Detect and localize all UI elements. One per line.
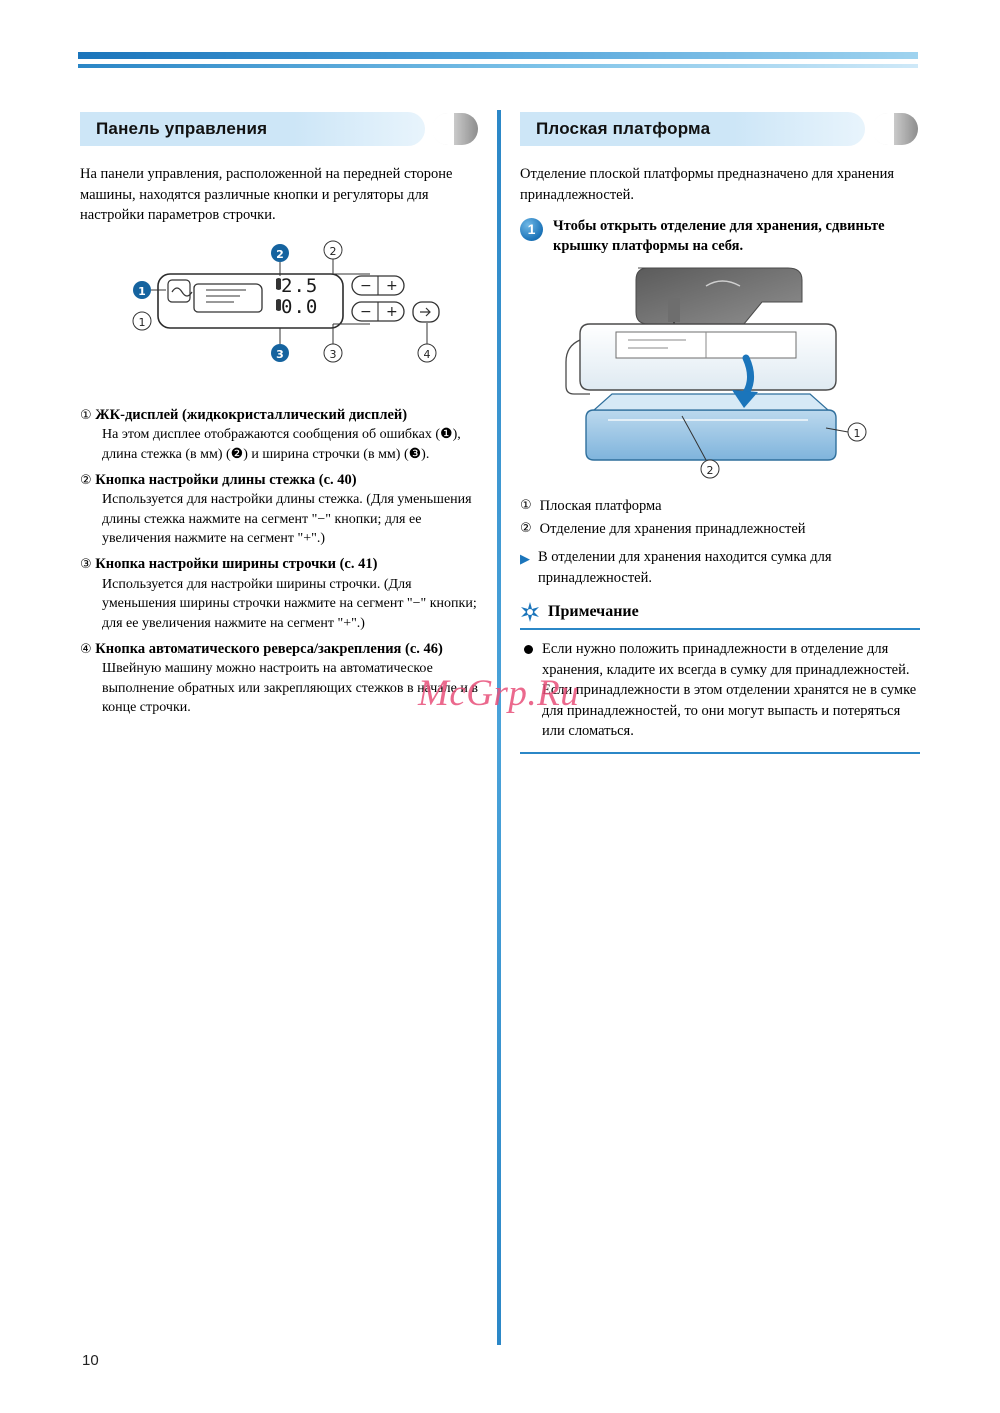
definition-number-2: ② [80, 472, 92, 488]
definition-title-3 [80, 555, 480, 575]
control-panel-svg [80, 240, 480, 390]
page-number: 10 [82, 1352, 99, 1369]
note-text: Если нужно положить принадлежности в отделение для хранения, кладите их всегда в сумку для принадлежностей. Если принадлежности в этом отделении хранятся не в сумке для принадлежностей, то они могут выпасть и потеряться или сломаться. [542, 641, 917, 740]
left-column [80, 112, 480, 724]
arrow-note [520, 547, 920, 588]
step-text: Чтобы открыть отделение для хранения, сдвиньте крышку платформы на себя. [553, 218, 885, 254]
definition-body-3: Используется для настройки ширины строчки. (Для уменьшения ширины строчки нажмите на сегмент "−" кнопки; для ее увеличения нажмите на сегмент "+".) [102, 576, 477, 631]
svg-text:2: 2 [276, 247, 284, 261]
definition-title-1 [80, 406, 480, 426]
definition-body-4: Швейную машину можно настроить на автоматическое выполнение обратных или закрепляющих стежков в начале и в конце строчки. [102, 661, 478, 716]
header-rule-secondary [78, 64, 918, 68]
legend-item-2 [520, 520, 920, 540]
note-rule-bottom [520, 752, 920, 754]
step-number-badge: 1 [520, 218, 543, 241]
right-section-header [520, 112, 920, 148]
right-column [520, 112, 920, 754]
flat-bed-legend [520, 497, 920, 539]
definition-title-2 [80, 471, 480, 491]
svg-text:0.0: 0.0 [281, 295, 319, 318]
left-section-title: Панель управления [96, 119, 268, 138]
definition-title-text-1: ЖК-дисплей (жидкокристаллический дисплей) [95, 406, 408, 423]
definition-number-4: ④ [80, 641, 92, 657]
control-panel-definition-list [80, 406, 480, 718]
note-star-icon [520, 602, 540, 622]
note-title: Примечание [548, 603, 639, 620]
arrow-note-text: В отделении для хранения находится сумка для принадлежностей. [538, 549, 832, 586]
legend-text-1: Плоская платформа [539, 498, 662, 515]
definition-body-1: На этом дисплее отображаются сообщения об ошибках (❶), длина стежка (в мм) (❷) и ширина строчки (в мм) (❸). [102, 427, 461, 462]
legend-text-2: Отделение для хранения принадлежностей [539, 520, 806, 537]
flat-bed-figure [520, 262, 920, 487]
svg-text:3: 3 [329, 347, 337, 361]
right-intro-paragraph: Отделение плоской платформы предназначено для хранения принадлежностей. [520, 166, 895, 203]
note-bullet-icon [524, 645, 533, 654]
svg-text:2.5: 2.5 [281, 274, 319, 297]
left-section-header [80, 112, 480, 148]
definition-number-3: ③ [80, 557, 92, 573]
svg-text:−: − [360, 277, 372, 294]
control-panel-figure [80, 240, 480, 390]
legend-number-2: ② [520, 520, 532, 536]
column-divider [497, 110, 501, 1345]
definition-title-text-2: Кнопка настройки длины стежка (c. 40) [95, 471, 357, 488]
svg-text:2: 2 [706, 464, 714, 478]
svg-text:−: − [360, 303, 372, 320]
note-block [520, 602, 920, 754]
definition-title-4 [80, 640, 480, 660]
header-rule-primary [78, 52, 918, 59]
left-intro-paragraph: На панели управления, расположенной на передней стороне машины, находятся различные кнопки и регуляторы для настройки параметров строчки. [80, 166, 453, 224]
definition-item-2 [80, 471, 480, 549]
right-section-title: Плоская платформа [536, 119, 711, 138]
triangle-bullet-icon: ▶ [520, 551, 530, 567]
definition-number-1: ① [80, 407, 92, 423]
svg-text:4: 4 [423, 347, 431, 361]
step-1 [520, 217, 920, 256]
definition-body-2: Используется для настройки длины стежка. (Для уменьшения длины стежка нажмите на сегмент "−" кнопки; для ее увеличения нажмите на сегмент "+".) [102, 492, 472, 547]
right-section-header-pill [872, 113, 918, 145]
watermark: McGrp.Ru [418, 673, 580, 714]
svg-text:1: 1 [138, 284, 146, 298]
svg-text:2: 2 [329, 244, 337, 258]
legend-item-1 [520, 497, 920, 517]
definition-title-text-3: Кнопка настройки ширины строчки (c. 41) [95, 556, 378, 573]
flat-bed-svg [520, 262, 920, 487]
legend-number-1: ① [520, 498, 532, 514]
definition-item-3 [80, 555, 480, 633]
note-content [520, 630, 920, 752]
svg-text:1: 1 [138, 315, 146, 329]
svg-text:+: + [386, 303, 398, 320]
svg-text:+: + [386, 277, 398, 294]
svg-text:1: 1 [853, 427, 861, 441]
note-header [520, 602, 920, 626]
definition-title-text-4: Кнопка автоматического реверса/закрепления (c. 46) [95, 640, 443, 657]
svg-text:3: 3 [276, 347, 284, 361]
left-section-header-pill [432, 113, 478, 145]
definition-item-1 [80, 406, 480, 464]
